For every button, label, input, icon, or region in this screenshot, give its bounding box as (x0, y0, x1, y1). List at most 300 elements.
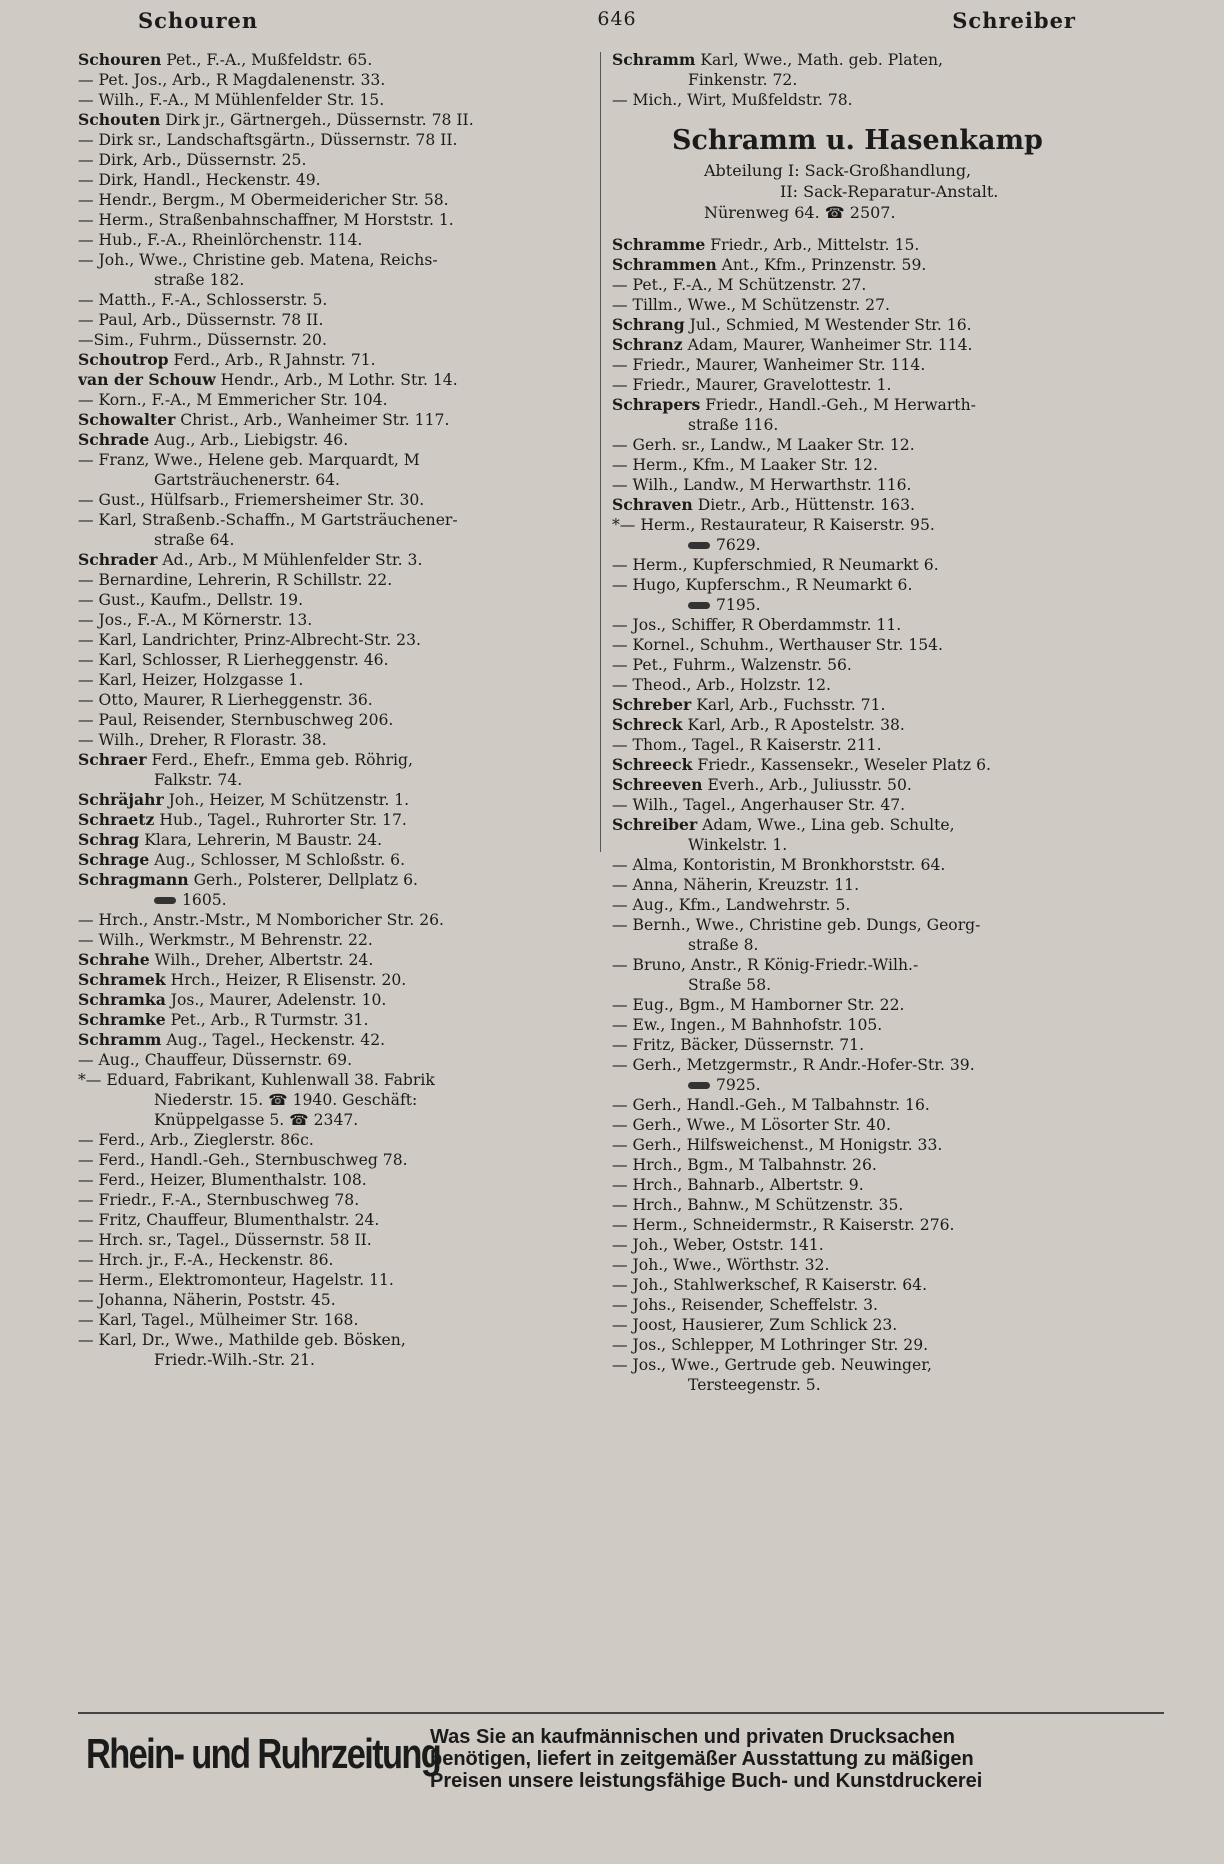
entry-surname: Schreck (612, 715, 683, 734)
entry-surname: Schramm (78, 1030, 162, 1049)
entry-details: — Aug., Kfm., Landwehrstr. 5. (612, 896, 851, 914)
directory-entry (78, 650, 593, 670)
entry-details: Dietr., Arb., Hüttenstr. 163. (692, 496, 915, 514)
entry-details: Ad., Arb., M Mühlenfelder Str. 3. (157, 551, 423, 569)
directory-entry (78, 1090, 593, 1110)
directory-entry (78, 510, 593, 530)
entry-details: Dirk jr., Gärtnergeh., Düssernstr. 78 II. (160, 111, 474, 129)
entry-details: — Wilh., Tagel., Angerhauser Str. 47. (612, 796, 906, 814)
directory-entry (78, 750, 593, 770)
footer-line-1: Was Sie an kaufmännischen und privaten Drucksachen (430, 1726, 955, 1748)
directory-entry (78, 70, 593, 90)
directory-entry (78, 110, 593, 130)
entry-details: — Jos., Schlepper, M Lothringer Str. 29. (612, 1336, 929, 1354)
entry-details: — Mich., Wirt, Mußfeldstr. 78. (612, 91, 853, 109)
entry-details: — Hrch., Bahnw., M Schützenstr. 35. (612, 1196, 904, 1214)
entry-details: — Pet., Fuhrm., Walzenstr. 56. (612, 656, 852, 674)
directory-entry (78, 590, 593, 610)
directory-entry (612, 875, 1127, 895)
directory-entry (612, 895, 1127, 915)
entry-details: Christ., Arb., Wanheimer Str. 117. (175, 411, 450, 429)
directory-entry (78, 1150, 593, 1170)
directory-entry (78, 850, 593, 870)
directory-entry (78, 690, 593, 710)
directory-entry (78, 50, 593, 70)
advertisement-box (612, 122, 1127, 223)
entry-surname: Schrahe (78, 950, 150, 969)
entry-details: — Gerh., Wwe., M Lösorter Str. 40. (612, 1116, 891, 1134)
entry-details: — Ferd., Handl.-Geh., Sternbuschweg 78. (78, 1151, 408, 1169)
entry-details: — Aug., Chauffeur, Düssernstr. 69. (78, 1051, 353, 1069)
entry-details: — Gerh., Handl.-Geh., M Talbahnstr. 16. (612, 1096, 930, 1114)
directory-entry (612, 775, 1127, 795)
entry-details: — Wilh., Dreher, R Florastr. 38. (78, 731, 327, 749)
directory-entry (612, 315, 1127, 335)
entry-details: — Hrch. sr., Tagel., Düssernstr. 58 II. (78, 1231, 372, 1249)
directory-entry (612, 535, 1127, 555)
entry-details: — Franz, Wwe., Helene geb. Marquardt, M (78, 451, 420, 469)
entry-surname: Schouten (78, 110, 161, 129)
entry-details: — Friedr., Maurer, Gravelottestr. 1. (612, 376, 892, 394)
directory-entry (612, 255, 1127, 275)
directory-entry (78, 370, 593, 390)
directory-entry (612, 835, 1127, 855)
entry-details: — Herm., Schneidermstr., R Kaiserstr. 276. (612, 1216, 955, 1234)
entry-details: Karl, Wwe., Math. geb. Platen, (695, 51, 944, 69)
entry-surname: Schranz (612, 335, 683, 354)
entry-details: — Wilh., Landw., M Herwarthstr. 116. (612, 476, 912, 494)
entry-surname: Schouren (78, 50, 162, 69)
left-column (78, 50, 593, 1370)
directory-entry (78, 410, 593, 430)
entry-details: straße 8. (688, 936, 759, 954)
directory-entry (78, 810, 593, 830)
entry-surname: Schramm (612, 50, 696, 69)
directory-entry (78, 350, 593, 370)
directory-entry (612, 735, 1127, 755)
entry-details: — Bernardine, Lehrerin, R Schillstr. 22. (78, 571, 393, 589)
directory-entry (612, 90, 1127, 110)
directory-entry (78, 1310, 593, 1330)
entry-surname: Schrang (612, 315, 685, 334)
directory-entry (612, 495, 1127, 515)
directory-entry (612, 515, 1127, 535)
telephone-icon (688, 542, 710, 549)
directory-entry (78, 1330, 593, 1350)
directory-entry (78, 1210, 593, 1230)
entry-details: — Ferd., Heizer, Blumenthalstr. 108. (78, 1171, 367, 1189)
directory-entry (612, 1015, 1127, 1035)
directory-entry (612, 1355, 1127, 1375)
directory-entry (612, 1055, 1127, 1075)
directory-entry (78, 910, 593, 930)
entry-details: Falkstr. 74. (154, 771, 243, 789)
directory-entry (78, 770, 593, 790)
entry-details: — Dirk, Handl., Heckenstr. 49. (78, 171, 321, 189)
entry-details: — Hrch., Anstr.-Mstr., M Nomboricher Str. 26. (78, 911, 445, 929)
telephone-icon (688, 602, 710, 609)
entry-details: 7195. (716, 596, 761, 614)
entry-details: — Bernh., Wwe., Christine geb. Dungs, Georg- (612, 916, 981, 934)
directory-entry (612, 1375, 1127, 1395)
entry-details: — Gust., Kaufm., Dellstr. 19. (78, 591, 304, 609)
directory-entry (612, 1115, 1127, 1135)
right-entries (612, 235, 1127, 1395)
entry-details: — Tillm., Wwe., M Schützenstr. 27. (612, 296, 890, 314)
footer-line-3: Preisen unsere leistungsfähige Buch- und Kunstdruckerei (430, 1770, 983, 1792)
directory-entry (612, 375, 1127, 395)
directory-entry (612, 815, 1127, 835)
entry-details: — Jos., F.-A., M Körnerstr. 13. (78, 611, 313, 629)
entry-surname: Schraer (78, 750, 147, 769)
directory-entry (78, 270, 593, 290)
entry-details: — Thom., Tagel., R Kaiserstr. 211. (612, 736, 882, 754)
directory-entry (612, 475, 1127, 495)
directory-entry (612, 1255, 1127, 1275)
entry-details: — Alma, Kontoristin, M Bronkhorststr. 64. (612, 856, 946, 874)
footer-advertisement (78, 1712, 1164, 1804)
directory-entry (78, 330, 593, 350)
entry-details: — Paul, Arb., Düssernstr. 78 II. (78, 311, 324, 329)
entry-surname: Schramke (78, 1010, 166, 1029)
entry-surname: Schoutrop (78, 350, 169, 369)
entry-details: Finkenstr. 72. (688, 71, 798, 89)
entry-details: — Kornel., Schuhm., Werthauser Str. 154. (612, 636, 944, 654)
directory-entry (78, 1250, 593, 1270)
entry-details: — Hendr., Bergm., M Obermeidericher Str. 58. (78, 191, 449, 209)
newspaper-logo: Rhein- und Ruhrzeitung (86, 1730, 441, 1777)
directory-entry (612, 1035, 1127, 1055)
directory-entry (78, 830, 593, 850)
directory-entry (78, 1070, 593, 1090)
ad-line-3: Nürenweg 64. ☎ 2507. (704, 203, 896, 222)
entry-details: — Karl, Landrichter, Prinz-Albrecht-Str. 23. (78, 631, 421, 649)
entry-details: Karl, Arb., R Apostelstr. 38. (682, 716, 905, 734)
directory-entry (612, 1135, 1127, 1155)
directory-entry (612, 1235, 1127, 1255)
directory-entry (78, 1010, 593, 1030)
entry-surname: Schrag (78, 830, 140, 849)
entry-surname: Schrader (78, 550, 158, 569)
entry-details: — Jos., Wwe., Gertrude geb. Neuwinger, (612, 1356, 932, 1374)
entry-details: Aug., Schlosser, M Schloßstr. 6. (149, 851, 406, 869)
footer-slogan (430, 1726, 1190, 1792)
directory-entry (612, 395, 1127, 415)
entry-details: — Wilh., F.-A., M Mühlenfelder Str. 15. (78, 91, 385, 109)
entry-details: — Gerh., Hilfsweichenst., M Honigstr. 33. (612, 1136, 943, 1154)
entry-details: — Matth., F.-A., Schlosserstr. 5. (78, 291, 328, 309)
entry-details: — Karl, Straßenb.-Schaffn., M Gartsträuchener- (78, 511, 458, 529)
entry-details: — Pet., F.-A., M Schützenstr. 27. (612, 276, 867, 294)
entry-details: — Karl, Schlosser, R Lierheggenstr. 46. (78, 651, 389, 669)
entry-details: Aug., Tagel., Heckenstr. 42. (161, 1031, 386, 1049)
directory-entry (612, 635, 1127, 655)
directory-entry (612, 455, 1127, 475)
directory-entry (78, 610, 593, 630)
directory-entry (612, 415, 1127, 435)
entry-details: — Joh., Stahlwerkschef, R Kaiserstr. 64. (612, 1276, 928, 1294)
entry-surname: Schreeck (612, 755, 693, 774)
directory-entry (612, 615, 1127, 635)
directory-entry (612, 795, 1127, 815)
directory-entry (612, 1335, 1127, 1355)
entry-details: — Herm., Straßenbahnschaffner, M Horststr. 1. (78, 211, 454, 229)
directory-entry (78, 1190, 593, 1210)
entry-details: Pet., F.-A., Mußfeldstr. 65. (161, 51, 373, 69)
directory-entry (78, 1130, 593, 1150)
entry-details: 7925. (716, 1076, 761, 1094)
directory-entry (78, 530, 593, 550)
entry-details: Friedr., Handl.-Geh., M Herwarth- (700, 396, 976, 414)
directory-entry (612, 755, 1127, 775)
directory-entry (78, 970, 593, 990)
entry-details: Pet., Arb., R Turmstr. 31. (165, 1011, 369, 1029)
ad-title: Schramm u. Hasenkamp (672, 125, 1043, 156)
column-divider (600, 52, 601, 852)
directory-entry (78, 170, 593, 190)
directory-entry (612, 1215, 1127, 1235)
entry-details: Tersteegenstr. 5. (688, 1376, 821, 1394)
entry-details: Jos., Maurer, Adelenstr. 10. (165, 991, 387, 1009)
entry-details: — Herm., Kupferschmied, R Neumarkt 6. (612, 556, 939, 574)
directory-entry (78, 290, 593, 310)
directory-entry (612, 275, 1127, 295)
entry-details: Hrch., Heizer, R Elisenstr. 20. (165, 971, 407, 989)
entry-details: Everh., Arb., Juliusstr. 50. (702, 776, 912, 794)
entry-details: — Anna, Näherin, Kreuzstr. 11. (612, 876, 860, 894)
entry-details: — Joh., Weber, Oststr. 141. (612, 1236, 824, 1254)
right-column (612, 50, 1127, 1395)
entry-surname: Schreeven (612, 775, 703, 794)
directory-entry (78, 1270, 593, 1290)
entry-details: Karl, Arb., Fuchsstr. 71. (691, 696, 886, 714)
running-header (70, 8, 1164, 44)
directory-entry (78, 710, 593, 730)
directory-entry (78, 730, 593, 750)
entry-details: — Pet. Jos., Arb., R Magdalenenstr. 33. (78, 71, 386, 89)
directory-entry (78, 90, 593, 110)
entry-details: — Gust., Hülfsarb., Friemersheimer Str. 30. (78, 491, 425, 509)
entry-surname: van der Schouw (78, 370, 216, 389)
directory-entry (612, 995, 1127, 1015)
directory-entry (612, 975, 1127, 995)
directory-entry (612, 655, 1127, 675)
directory-entry (78, 150, 593, 170)
entry-details: — Hrch., Bgm., M Talbahnstr. 26. (612, 1156, 877, 1174)
entry-details: — Dirk, Arb., Düssernstr. 25. (78, 151, 307, 169)
entry-details: — Gerh. sr., Landw., M Laaker Str. 12. (612, 436, 915, 454)
entry-details: 1605. (182, 891, 227, 909)
entry-details: — Karl, Dr., Wwe., Mathilde geb. Bösken, (78, 1331, 406, 1349)
entry-surname: Schowalter (78, 410, 176, 429)
entry-details: — Eug., Bgm., M Hamborner Str. 22. (612, 996, 905, 1014)
entry-surname: Schramme (612, 235, 706, 254)
entry-details: Gartsträuchenerstr. 64. (154, 471, 340, 489)
directory-entry (612, 695, 1127, 715)
footer-line-2: benötigen, liefert in zeitgemäßer Ausstattung zu mäßigen (430, 1748, 974, 1770)
entry-details: Ant., Kfm., Prinzenstr. 59. (716, 256, 927, 274)
directory-entry (78, 990, 593, 1010)
directory-entry (612, 1095, 1127, 1115)
directory-entry (612, 955, 1127, 975)
directory-entry (612, 235, 1127, 255)
directory-entry (612, 335, 1127, 355)
entry-details: — Hugo, Kupferschm., R Neumarkt 6. (612, 576, 913, 594)
entry-details: — Ew., Ingen., M Bahnhofstr. 105. (612, 1016, 883, 1034)
directory-entry (78, 890, 593, 910)
page-number: 646 (597, 8, 637, 30)
directory-entry (78, 550, 593, 570)
entry-details: Knüppelgasse 5. ☎ 2347. (154, 1111, 359, 1129)
entry-details: Ferd., Arb., R Jahnstr. 71. (168, 351, 376, 369)
directory-entry (78, 570, 593, 590)
ad-line-1: Abteilung I: Sack-Großhandlung, (704, 161, 972, 180)
directory-entry (78, 630, 593, 650)
entry-surname: Schraetz (78, 810, 155, 829)
directory-entry (78, 390, 593, 410)
directory-entry (78, 1230, 593, 1250)
entry-details: Hendr., Arb., M Lothr. Str. 14. (215, 371, 458, 389)
directory-entry (78, 430, 593, 450)
entry-details: Klara, Lehrerin, M Baustr. 24. (139, 831, 383, 849)
entry-details: — Dirk sr., Landschaftsgärtn., Düssernstr. 78 II. (78, 131, 458, 149)
entry-details: — Johs., Reisender, Scheffelstr. 3. (612, 1296, 878, 1314)
entry-details: Winkelstr. 1. (688, 836, 788, 854)
entry-details: — Korn., F.-A., M Emmericher Str. 104. (78, 391, 388, 409)
entry-details: Friedr.-Wilh.-Str. 21. (154, 1351, 315, 1369)
directory-entry (78, 210, 593, 230)
directory-entry (78, 1050, 593, 1070)
directory-entry (612, 1315, 1127, 1335)
right-top-entries (612, 50, 1127, 110)
directory-entry (78, 490, 593, 510)
directory-entry (78, 670, 593, 690)
entry-surname: Schraven (612, 495, 693, 514)
entry-details: — Karl, Heizer, Holzgasse 1. (78, 671, 304, 689)
entry-details: — Hrch. jr., F.-A., Heckenstr. 86. (78, 1251, 334, 1269)
entry-details: Aug., Arb., Liebigstr. 46. (149, 431, 349, 449)
entry-details: — Herm., Kfm., M Laaker Str. 12. (612, 456, 878, 474)
entry-details: — Wilh., Werkmstr., M Behrenstr. 22. (78, 931, 373, 949)
telephone-icon (688, 1082, 710, 1089)
entry-details: Ferd., Ehefr., Emma geb. Röhrig, (146, 751, 413, 769)
entry-surname: Schrage (78, 850, 150, 869)
header-right-word: Schreiber (952, 8, 1076, 33)
directory-entry (78, 790, 593, 810)
directory-entry (612, 1175, 1127, 1195)
directory-entry (612, 715, 1127, 735)
entry-details: Gerh., Polsterer, Dellplatz 6. (188, 871, 418, 889)
entry-details: — Friedr., F.-A., Sternbuschweg 78. (78, 1191, 360, 1209)
entry-details: Friedr., Arb., Mittelstr. 15. (705, 236, 920, 254)
directory-entry (78, 190, 593, 210)
directory-entry (612, 575, 1127, 595)
entry-details: — Jos., Schiffer, R Oberdammstr. 11. (612, 616, 902, 634)
entry-surname: Schrammen (612, 255, 717, 274)
entry-details: — Joost, Hausierer, Zum Schlick 23. (612, 1316, 898, 1334)
entry-details: — Joh., Wwe., Wörthstr. 32. (612, 1256, 830, 1274)
directory-entry (612, 435, 1127, 455)
entry-details: — Joh., Wwe., Christine geb. Matena, Reichs- (78, 251, 438, 269)
entry-details: — Fritz, Chauffeur, Blumenthalstr. 24. (78, 1211, 380, 1229)
entry-details: —Sim., Fuhrm., Düssernstr. 20. (78, 331, 327, 349)
directory-entry (612, 1195, 1127, 1215)
entry-details: Straße 58. (688, 976, 772, 994)
entry-surname: Schrapers (612, 395, 701, 414)
directory-entry (78, 250, 593, 270)
entry-details: *— Eduard, Fabrikant, Kuhlenwall 38. Fabrik (78, 1071, 435, 1089)
directory-entry (78, 230, 593, 250)
entry-details: — Otto, Maurer, R Lierheggenstr. 36. (78, 691, 373, 709)
entry-surname: Schräjahr (78, 790, 164, 809)
entry-surname: Schreiber (612, 815, 698, 834)
entry-surname: Schrade (78, 430, 150, 449)
directory-entry (612, 915, 1127, 935)
entry-details: — Karl, Tagel., Mülheimer Str. 168. (78, 1311, 359, 1329)
directory-entry (612, 70, 1127, 90)
entry-details: *— Herm., Restaurateur, R Kaiserstr. 95. (612, 516, 935, 534)
entry-details: — Ferd., Arb., Zieglerstr. 86c. (78, 1131, 314, 1149)
directory-entry (78, 130, 593, 150)
directory-entry (612, 50, 1127, 70)
entry-details: Adam, Wwe., Lina geb. Schulte, (697, 816, 955, 834)
entry-details: Hub., Tagel., Ruhrorter Str. 17. (154, 811, 407, 829)
entry-surname: Schragmann (78, 870, 189, 889)
entry-details: — Johanna, Näherin, Poststr. 45. (78, 1291, 336, 1309)
directory-entry (612, 935, 1127, 955)
directory-entry (612, 1275, 1127, 1295)
directory-entry (78, 470, 593, 490)
entry-details: straße 116. (688, 416, 779, 434)
entry-details: — Hub., F.-A., Rheinlörchenstr. 114. (78, 231, 363, 249)
telephone-icon (154, 897, 176, 904)
entry-details: Adam, Maurer, Wanheimer Str. 114. (682, 336, 973, 354)
entry-details: straße 182. (154, 271, 245, 289)
directory-entry (78, 1110, 593, 1130)
entry-details: 7629. (716, 536, 761, 554)
entry-details: Joh., Heizer, M Schützenstr. 1. (163, 791, 410, 809)
directory-entry (78, 950, 593, 970)
directory-entry (612, 555, 1127, 575)
entry-details: — Paul, Reisender, Sternbuschweg 206. (78, 711, 394, 729)
entry-details: Niederstr. 15. ☎ 1940. Geschäft: (154, 1091, 418, 1109)
entry-details: Friedr., Kassensekr., Weseler Platz 6. (692, 756, 991, 774)
entry-details: — Fritz, Bäcker, Düssernstr. 71. (612, 1036, 865, 1054)
directory-entry (612, 675, 1127, 695)
entry-details: — Friedr., Maurer, Wanheimer Str. 114. (612, 356, 926, 374)
directory-entry (78, 310, 593, 330)
entry-surname: Schramka (78, 990, 166, 1009)
entry-surname: Schramek (78, 970, 166, 989)
directory-entry (78, 450, 593, 470)
directory-entry (78, 1290, 593, 1310)
ad-line-2: II: Sack-Reparatur-Anstalt. (780, 182, 999, 201)
directory-entry (78, 870, 593, 890)
directory-entry (612, 1295, 1127, 1315)
entry-details: Jul., Schmied, M Westender Str. 16. (684, 316, 972, 334)
directory-entry (78, 1170, 593, 1190)
directory-entry (612, 1075, 1127, 1095)
entry-details: — Herm., Elektromonteur, Hagelstr. 11. (78, 1271, 394, 1289)
directory-entry (612, 595, 1127, 615)
entry-details: — Hrch., Bahnarb., Albertstr. 9. (612, 1176, 864, 1194)
directory-entry (78, 930, 593, 950)
directory-entry (612, 295, 1127, 315)
directory-entry (78, 1350, 593, 1370)
entry-details: — Theod., Arb., Holzstr. 12. (612, 676, 831, 694)
entry-details: Wilh., Dreher, Albertstr. 24. (149, 951, 374, 969)
directory-entry (78, 1030, 593, 1050)
